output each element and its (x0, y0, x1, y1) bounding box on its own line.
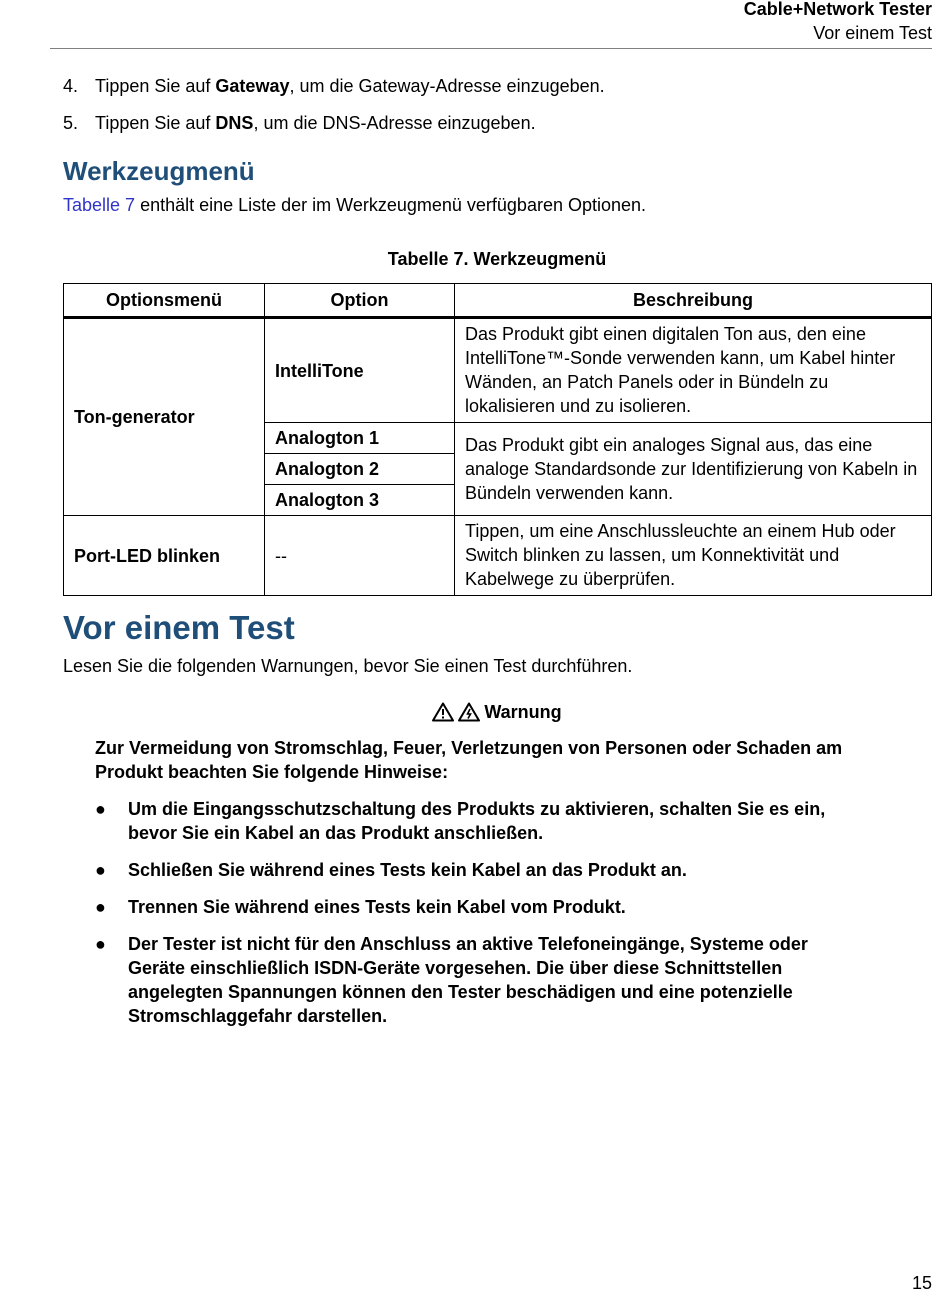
list-item (63, 858, 931, 882)
bullet: ● (95, 934, 106, 954)
option-cell-port-led: -- (265, 516, 455, 596)
warning-label: Warnung (484, 702, 562, 722)
step-text-pre: Tippen Sie auf (95, 113, 216, 133)
column-header: Beschreibung (455, 284, 932, 318)
page-number: 15 (911, 1273, 932, 1293)
list-item (63, 797, 931, 845)
step-number: 4. (63, 76, 79, 96)
tools-intro-text: enthält eine Liste der im Werkzeugmenü verfügbaren Optionen. (135, 195, 647, 215)
section-heading-test: Vor einem Test (63, 609, 295, 646)
description-cell: Das Produkt gibt einen digitalen Ton aus, den eine IntelliTone™-Sonde verwenden kann, um Kabel hinter Wänden, an Patch Panels oder in Bündeln zu lokalisieren und zu isolieren. (455, 318, 932, 423)
test-intro: Lesen Sie die folgenden Warnungen, bevor Sie einen Test durchführen. (63, 656, 633, 676)
table-row (64, 516, 932, 596)
list-item-text: Um die Eingangsschutzschaltung des Produkts zu aktivieren, schalten Sie es ein, bevor Sie ein Kabel an das Produkt anschließen. (128, 799, 826, 843)
option-cell-intellitone: IntelliTone (265, 318, 455, 423)
page-header (744, 0, 932, 45)
option-cell-analogton-1: Analogton 1 (265, 423, 455, 454)
warning-title (63, 700, 931, 724)
step-text-post: , um die DNS-Adresse einzugeben. (253, 113, 536, 133)
step-text-bold: Gateway (215, 76, 290, 96)
tools-table (63, 283, 932, 596)
list-item-text: Schließen Sie während eines Tests kein Kabel an das Produkt an. (128, 860, 687, 880)
list-item-text: Der Tester ist nicht für den Anschluss an aktive Telefoneingänge, Systeme oder Geräte einschließlich ISDN-Geräte vorgesehen. Die über diese Schnittstellen angelegten Spannungen können den Tester beschädigen und eine potenzielle Stromschlaggefahr darstellen. (128, 934, 808, 1026)
bullet: ● (95, 860, 106, 880)
list-item (63, 895, 931, 919)
warning-intro: Zur Vermeidung von Stromschlag, Feuer, Verletzungen von Personen oder Schaden am Produkt beachten Sie folgende Hinweise: (95, 738, 843, 782)
step-text-bold: DNS (215, 113, 254, 133)
tools-intro (63, 193, 931, 217)
description-cell: Tippen, um eine Anschlussleuchte an einem Hub oder Switch blinken zu lassen, um Konnektivität und Kabelwege zu überprüfen. (455, 516, 932, 596)
table-caption: Tabelle 7. Werkzeugmenü (387, 249, 607, 269)
step-text-post: , um die Gateway-Adresse einzugeben. (289, 76, 605, 96)
electric-hazard-icon (458, 702, 480, 722)
description-cell: Das Produkt gibt ein analoges Signal aus, das eine analoge Standardsonde zur Identifizierung von Kabeln in Bündeln verwenden kann. (455, 423, 932, 516)
step-text (95, 74, 605, 98)
warning-list (63, 797, 931, 1028)
column-header: Optionsmenü (64, 284, 265, 318)
step-number: 5. (63, 113, 79, 133)
page-content (63, 74, 931, 1041)
step-text (95, 111, 536, 135)
list-item (63, 932, 931, 1028)
column-header: Option (265, 284, 455, 318)
list-item-text: Trennen Sie während eines Tests kein Kabel vom Produkt. (128, 897, 626, 917)
step-item (63, 74, 931, 98)
menu-cell-ton-generator: Ton-generator (64, 318, 265, 516)
menu-cell-port-led: Port-LED blinken (64, 516, 265, 596)
header-subtitle: Vor einem Test (813, 23, 932, 43)
table-row (64, 318, 932, 423)
table-header-row (64, 284, 932, 318)
table-reference-link[interactable]: Tabelle 7 (63, 195, 136, 215)
header-title: Cable+Network Tester (743, 0, 932, 19)
step-item (63, 111, 931, 135)
bullet: ● (95, 897, 106, 917)
header-divider (50, 48, 932, 49)
bullet: ● (95, 799, 106, 819)
option-cell-analogton-2: Analogton 2 (265, 454, 455, 485)
step-text-pre: Tippen Sie auf (95, 76, 216, 96)
section-heading-tools: Werkzeugmenü (63, 156, 255, 186)
warning-triangle-icon (432, 702, 454, 722)
option-cell-analogton-3: Analogton 3 (265, 485, 455, 516)
